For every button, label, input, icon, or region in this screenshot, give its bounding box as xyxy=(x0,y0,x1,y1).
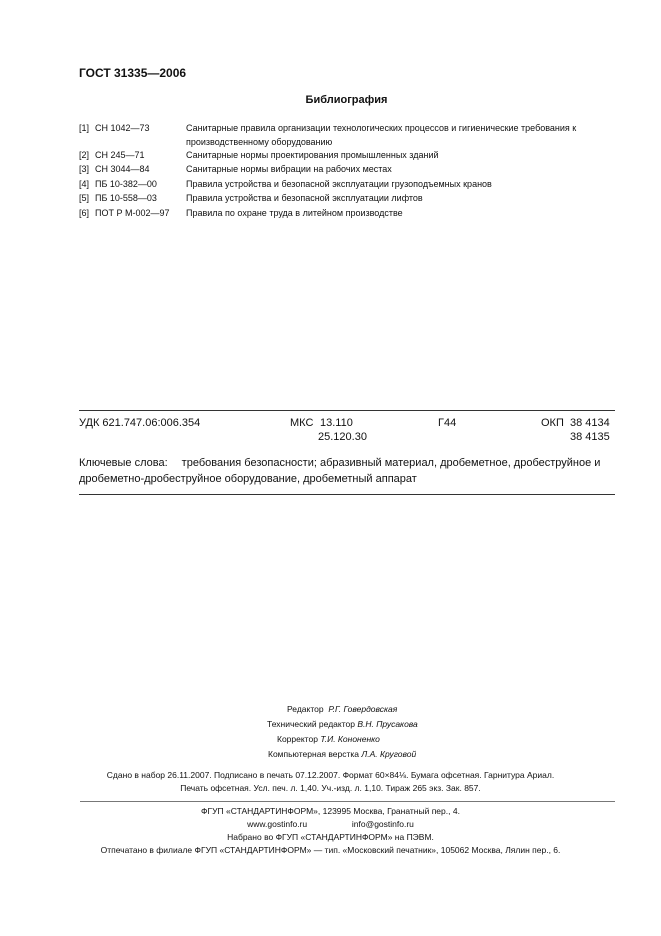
proofreader-name: Т.И. Кононенко xyxy=(320,734,380,744)
entry-description: Правила устройства и безопасной эксплуатации лифтов xyxy=(186,193,423,203)
editor-name: Р.Г. Говердовская xyxy=(328,704,398,714)
keywords-text: требования безопасности; абразивный материал, дробеметное, дробеструйное и дробеметно-дробеструйное оборудование, дробеметный аппарат xyxy=(79,457,601,485)
editor-label: Редактор xyxy=(287,704,324,714)
layout-line xyxy=(268,749,416,759)
entry-code: СН 3044—84 xyxy=(95,164,150,174)
publisher-line-2: Набрано во ФГУП «СТАНДАРТИНФОРМ» на ПЭВМ. xyxy=(227,832,434,842)
entry-number: [3] xyxy=(79,164,90,174)
bibliography-title-text: Библиография xyxy=(305,94,388,106)
proofreader-line xyxy=(277,734,380,744)
entry-code: СН 1042—73 xyxy=(95,123,150,133)
group-code: Г44 xyxy=(438,417,457,429)
top-divider xyxy=(79,410,615,411)
tech-editor-name: В.Н. Прусакова xyxy=(357,719,418,729)
entry-code: ПБ 10-558—03 xyxy=(95,193,157,203)
entry-number: [2] xyxy=(79,150,90,160)
entry-number: [5] xyxy=(79,193,90,203)
entry-description: Санитарные нормы проектирования промышленных зданий xyxy=(186,150,439,160)
mks-label: МКС xyxy=(290,417,314,429)
entry-description: Санитарные правила организации технологических процессов и гигиенические требования к производственному оборудованию xyxy=(186,123,577,148)
entry-description: Правила по охране труда в литейном производстве xyxy=(186,208,403,218)
bibliography-entry xyxy=(0,121,661,151)
entry-description: Правила устройства и безопасной эксплуатации грузоподъемных кранов xyxy=(186,179,492,189)
bibliography-entry xyxy=(0,148,661,163)
layout-label: Компьютерная верстка xyxy=(268,749,360,759)
editor-line xyxy=(287,704,397,714)
udk-code: УДК 621.747.06:006.354 xyxy=(79,417,201,429)
document-id: ГОСТ 31335—2006 xyxy=(79,66,187,80)
publisher-contacts xyxy=(0,819,661,829)
okp-code-2: 38 4135 xyxy=(570,431,610,443)
keywords-label: Ключевые слова: xyxy=(79,457,168,469)
mks-code-1: 13.110 xyxy=(320,417,353,429)
bibliography-entry xyxy=(0,191,661,206)
entry-code: ПОТ Р М-002—97 xyxy=(95,208,170,218)
bibliography-entry xyxy=(0,206,661,221)
entry-number: [6] xyxy=(79,208,90,218)
entry-description: Санитарные нормы вибрации на рабочих местах xyxy=(186,164,392,174)
publisher-web: www.gostinfo.ru xyxy=(247,819,308,829)
print-details-2: Печать офсетная. Усл. печ. л. 1,40. Уч.-изд. л. 1,10. Тираж 265 экз. Зак. 857. xyxy=(180,783,481,793)
bibliography-entry xyxy=(0,177,661,192)
publisher-line-3: Отпечатано в филиале ФГУП «СТАНДАРТИНФОРМ» — тип. «Московский печатник», 105062 Москва, Лялин пер., 6. xyxy=(100,845,561,855)
print-details-1: Сдано в набор 26.11.2007. Подписано в печать 07.12.2007. Формат 60×84⅛. Бумага офсетная. Гарнитура Ариал. xyxy=(106,770,555,780)
imprint-divider xyxy=(80,801,615,802)
bibliography-title xyxy=(0,94,661,106)
bottom-divider xyxy=(79,494,615,495)
tech-editor-line xyxy=(267,719,418,729)
okp-label: ОКП xyxy=(541,417,564,429)
mks-code-2: 25.120.30 xyxy=(318,431,367,443)
keywords-block xyxy=(79,455,619,487)
publisher-line-1: ФГУП «СТАНДАРТИНФОРМ», 123995 Москва, Гранатный пер., 4. xyxy=(201,806,460,816)
publisher-email: info@gostinfo.ru xyxy=(351,819,414,829)
tech-editor-label: Технический редактор xyxy=(267,719,355,729)
entry-code: ПБ 10-382—00 xyxy=(95,179,157,189)
entry-number: [1] xyxy=(79,123,90,133)
proofreader-label: Корректор xyxy=(277,734,318,744)
layout-name: Л.А. Круговой xyxy=(361,749,417,759)
okp-code-1: 38 4134 xyxy=(570,417,610,429)
bibliography-entry xyxy=(0,162,661,177)
entry-code: СН 245—71 xyxy=(95,150,145,160)
entry-number: [4] xyxy=(79,179,90,189)
